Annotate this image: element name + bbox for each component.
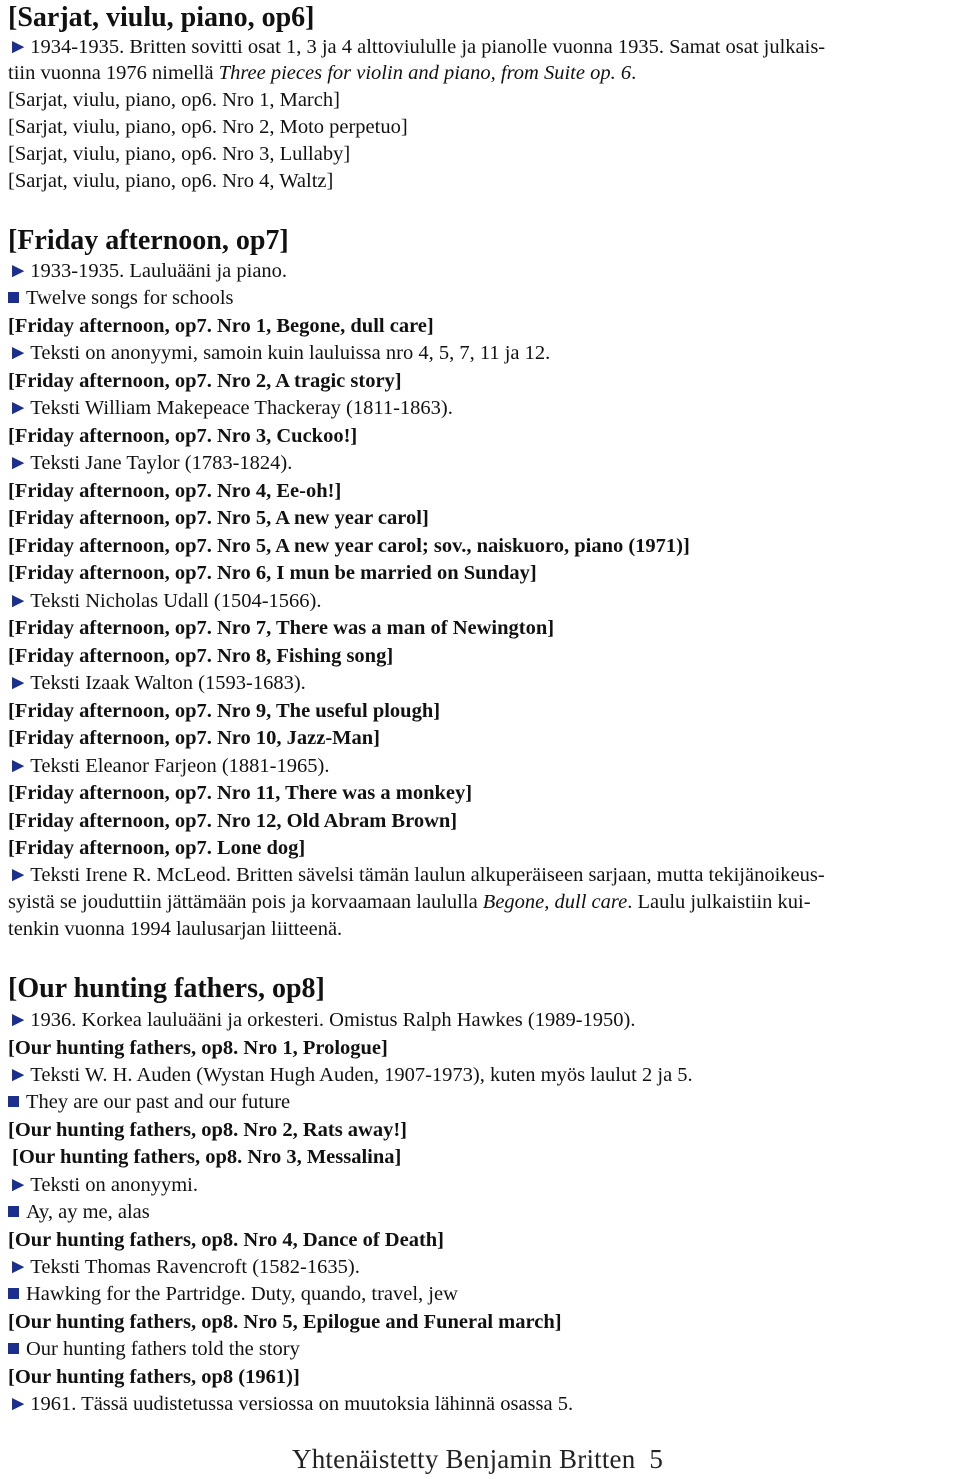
note-op6-line1: ►1934-1935. Britten sovitti osat 1, 3 ja 4 alttoviululle ja pianolle vuonna 1935. Samat osat julkais- [8,36,826,58]
text-note: ►Teksti Nicholas Udall (1504-1566). [8,590,322,612]
triangle-right-icon: ► [8,755,29,777]
text-note: ►Teksti Eleanor Farjeon (1881-1965). [8,755,330,777]
section-heading-op6: [Sarjat, viulu, piano, op6] [8,2,315,33]
first-line: Hawking for the Partridge. Duty, quando, travel, jew [8,1281,458,1307]
work-item-op7-7: [Friday afternoon, op7. Nro 7, There was a man of Newington] [8,617,555,639]
first-line: Our hunting fathers told the story [8,1336,300,1362]
work-item-op7-9: [Friday afternoon, op7. Nro 9, The useful plough] [8,700,441,722]
triangle-right-icon: ► [8,397,29,419]
work-item-op8-4: [Our hunting fathers, op8. Nro 4, Dance of Death] [8,1229,445,1251]
work-item-op7-11: [Friday afternoon, op7. Nro 11, There was a monkey] [8,782,473,804]
triangle-right-icon: ► [8,342,29,364]
work-item-op8-2: [Our hunting fathers, op8. Nro 2, Rats away!] [8,1119,408,1141]
paragraph-lone-dog-line3: tenkin vuonna 1994 laulusarjan liitteenä. [8,918,343,940]
first-line: They are our past and our future [8,1089,290,1115]
triangle-right-icon: ► [8,1009,29,1031]
work-item-op7-2: [Friday afternoon, op7. Nro 2, A tragic story] [8,370,402,392]
triangle-right-icon: ► [8,1174,29,1196]
triangle-right-icon: ► [8,1064,29,1086]
work-item-op7-1: [Friday afternoon, op7. Nro 1, Begone, dull care] [8,315,434,337]
note-op8: ►1936. Korkea lauluääni ja orkesteri. Omistus Ralph Hawkes (1989-1950). [8,1009,636,1031]
work-item-op8-1: [Our hunting fathers, op8. Nro 1, Prologue] [8,1037,388,1059]
first-line: Ay, ay me, alas [8,1199,150,1225]
work-item-op7-10: [Friday afternoon, op7. Nro 10, Jazz-Man] [8,727,380,749]
section-heading-op7: [Friday afternoon, op7] [8,225,289,256]
square-bullet-icon [8,1096,19,1107]
square-bullet-icon [8,1343,19,1354]
work-item-op6-1: [Sarjat, viulu, piano, op6. Nro 1, March] [8,89,340,111]
paragraph-lone-dog-line1: ►Teksti Irene R. McLeod. Britten sävelsi tämän laulun alkuperäiseen sarjaan, mutta tekijänoikeus- [8,864,825,886]
work-item-op8-5: [Our hunting fathers, op8. Nro 5, Epilogue and Funeral march] [8,1311,562,1333]
triangle-right-icon: ► [8,260,29,282]
text-note: ►Teksti W. H. Auden (Wystan Hugh Auden, 1907-1973), kuten myös laulut 2 ja 5. [8,1064,693,1086]
work-item-op7-4: [Friday afternoon, op7. Nro 4, Ee-oh!] [8,480,342,502]
page-number: 5 [649,1444,664,1474]
work-item-op8-1961: [Our hunting fathers, op8 (1961)] [8,1366,300,1388]
work-item-op7-5-arr: [Friday afternoon, op7. Nro 5, A new year carol; sov., naiskuoro, piano (1971)] [8,535,690,557]
square-bullet-icon [8,292,19,303]
page-footer [292,1442,663,1476]
work-item-op7-6: [Friday afternoon, op7. Nro 6, I mun be married on Sunday] [8,562,537,584]
triangle-right-icon: ► [8,864,29,886]
triangle-right-icon: ► [8,590,29,612]
section-heading-op8: [Our hunting fathers, op8] [8,973,325,1004]
note-op8-1961: ►1961. Tässä uudistetussa versiossa on muutoksia lähinnä osassa 5. [8,1393,574,1415]
triangle-right-icon: ► [8,36,29,58]
note-op7: ►1933-1935. Lauluääni ja piano. [8,260,288,282]
note-op6-line2: tiin vuonna 1976 nimellä Three pieces for violin and piano, from Suite op. 6. [8,62,637,84]
work-item-op7-3: [Friday afternoon, op7. Nro 3, Cuckoo!] [8,425,358,447]
triangle-right-icon: ► [8,452,29,474]
text-note: ►Teksti on anonyymi, samoin kuin lauluissa nro 4, 5, 7, 11 ja 12. [8,342,551,364]
paragraph-lone-dog-line2: syistä se jouduttiin jättämään pois ja korvaamaan laululla Begone, dull care. Laulu julkaistiin kui- [8,891,811,913]
text-note: ►Teksti on anonyymi. [8,1174,198,1196]
work-item-op7-lone-dog: [Friday afternoon, op7. Lone dog] [8,837,306,859]
text-note: ►Teksti William Makepeace Thackeray (1811-1863). [8,397,453,419]
square-bullet-icon [8,1288,19,1299]
bullet-op7-title: Twelve songs for schools [8,285,234,311]
work-item-op8-3: [Our hunting fathers, op8. Nro 3, Messalina] [12,1146,402,1168]
footer-title: Yhtenäistetty Benjamin Britten [292,1444,636,1474]
work-item-op7-8: [Friday afternoon, op7. Nro 8, Fishing song] [8,645,394,667]
text-note: ►Teksti Thomas Ravencroft (1582-1635). [8,1256,360,1278]
square-bullet-icon [8,1206,19,1217]
work-item-op6-3: [Sarjat, viulu, piano, op6. Nro 3, Lullaby] [8,143,351,165]
triangle-right-icon: ► [8,672,29,694]
work-item-op7-12: [Friday afternoon, op7. Nro 12, Old Abram Brown] [8,810,458,832]
text-note: ►Teksti Jane Taylor (1783-1824). [8,452,293,474]
work-item-op6-2: [Sarjat, viulu, piano, op6. Nro 2, Moto perpetuo] [8,116,408,138]
work-item-op6-4: [Sarjat, viulu, piano, op6. Nro 4, Waltz] [8,170,334,192]
work-item-op7-5: [Friday afternoon, op7. Nro 5, A new year carol] [8,507,429,529]
triangle-right-icon: ► [8,1256,29,1278]
text-note: ►Teksti Izaak Walton (1593-1683). [8,672,306,694]
triangle-right-icon: ► [8,1393,29,1415]
